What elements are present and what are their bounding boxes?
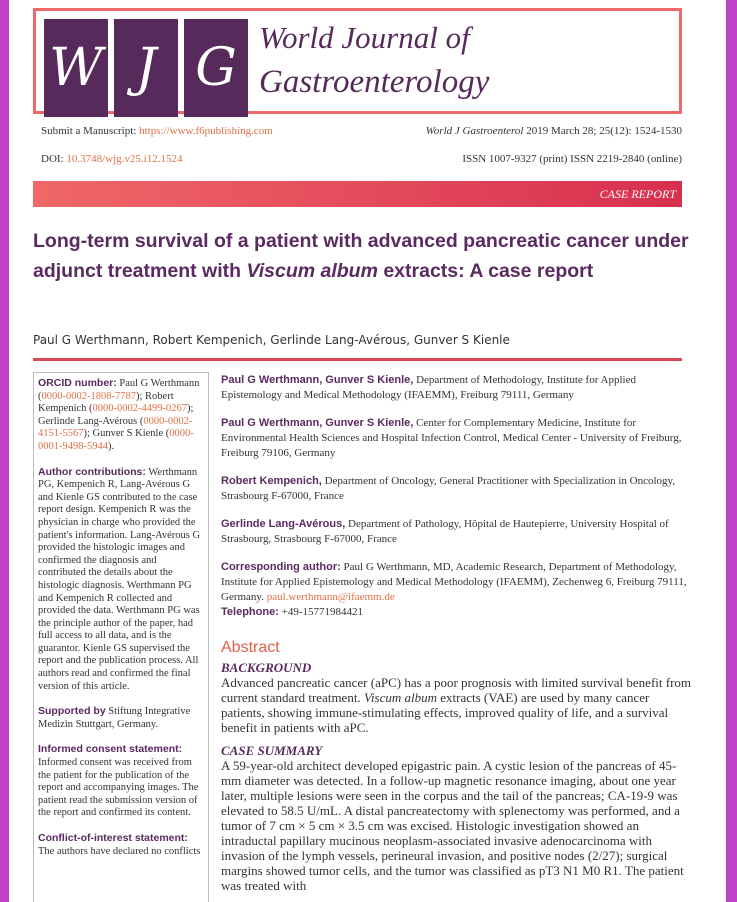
- article-type-banner: CASE REPORT: [33, 181, 682, 207]
- divider: [33, 358, 682, 361]
- abstract-heading: Abstract: [221, 639, 280, 656]
- affiliation-names: Gerlinde Lang-Avérous,: [221, 518, 346, 530]
- affiliation-names: Paul G Werthmann, Gunver S Kienle,: [221, 417, 414, 429]
- journal-name-line1: World Journal of: [259, 20, 470, 55]
- case-summary-heading: CASE SUMMARY: [221, 743, 323, 758]
- affiliation-names: Paul G Werthmann, Gunver S Kienle,: [221, 374, 414, 386]
- logo-letter-g: G: [184, 19, 248, 117]
- citation-line: [426, 125, 682, 137]
- author-list: Paul G Werthmann, Robert Kempenich, Gerlinde Lang-Avérous, Gunver S Kienle: [33, 333, 510, 347]
- sidebar-notes: [33, 372, 209, 902]
- orcid-text: ); Gerlinde Lang-Avérous (: [38, 403, 194, 427]
- article-page: [9, 0, 726, 902]
- affiliation-text: Department of Pathology, Hôpital de Hautepierre, University Hospital of Strasbourg, Strasbourg F-67000, France: [221, 518, 669, 545]
- telephone-label: Telephone:: [221, 606, 279, 618]
- orcid-text: ); Gunver S Kienle (: [83, 428, 170, 440]
- corresponding-label: Corresponding author:: [221, 561, 341, 573]
- email-link[interactable]: paul.werthmann@ifaemm.de: [266, 591, 395, 603]
- journal-name-line2: Gastroenterology: [259, 64, 490, 100]
- contributions-label: Author contributions:: [38, 465, 146, 478]
- support-block: [38, 705, 204, 731]
- submit-link[interactable]: https://www.f6publishing.com: [139, 125, 273, 137]
- affiliations: [221, 373, 691, 633]
- corresponding-author: [221, 560, 691, 605]
- affiliation-names: Robert Kempenich,: [221, 475, 322, 487]
- orcid-link[interactable]: 0000-0002-1808-7787: [41, 390, 136, 402]
- telephone-line: [221, 605, 691, 620]
- citation-journal: World J Gastroenterol: [425, 125, 524, 137]
- background-text-2: extracts (VAE) are used by many cancer patients, showing immune-stimulating effects, improved quality of life, and a survival benefit in patients with aPC.: [221, 690, 669, 735]
- abstract-body: [221, 660, 691, 901]
- background-italic: Viscum album: [363, 690, 437, 705]
- citation-detail: 2019 March 28; 25(12): 1524-1530: [526, 125, 682, 137]
- affiliation-text: Department of Oncology, General Practitioner with Specialization in Oncology, Strasbourg F-67000, France: [221, 475, 676, 502]
- orcid-text: ); Robert Kempenich (: [38, 390, 174, 415]
- conflict-block: [38, 832, 204, 858]
- contributions-text: Werthmann PG, Kempenich R, Lang-Avérous G and Kienle GS contributed to the case report design. Kempenich R was the physician in charge who provided the patient's information. Lang-Avérous G provided the histologic images and confirmed the diagnosis and contributed the details about the histologic diagnosis. Werthmann PG and Kempenich R collected and provided the data. Werthmann PG was the principle author of the paper, had full access to all data, and is the guarantor. Kienle GS supervised the report and the publication process. All authors read and confirmed the final version of this article.: [38, 466, 201, 692]
- orcid-link[interactable]: 0000-0002-4151-5567: [38, 415, 193, 440]
- conflict-text: The authors have declared no conflicts: [38, 845, 201, 857]
- case-summary-text: A 59-year-old architect developed epigastric pain. A cystic lesion of the pancreas of 45-mm diameter was detected. In a follow-up magnetic resonance imaging, about one year later, multiple lesions were seen in the corpus and the tail of the pancreas; CA-19-9 was elevated to 58.5 U/mL. A distal pancreatectomy with splenectomy was performed, and a tumor of 7 cm × 5 cm × 3.5 cm was excised. Histologic investigation showed an intraductal papillary mucinous neoplasm-associated invasive adenocarcinoma with invasion of the lymph vessels, perineural invasion, and positive nodes (2/27); surgical margins showed tumor cells, and the tumor was classified as pT3 N1 M0 R1. The patient was treated with: [221, 758, 684, 893]
- orcid-text: Paul G Werthmann (: [38, 378, 200, 402]
- affiliation-text: Department of Methodology, Institute for Applied Epistemology and Medical Methodology (IFAEMM), Freiburg 79111, Germany: [221, 374, 636, 401]
- orcid-link[interactable]: 0000-0001-9498-5944: [38, 428, 194, 452]
- doi-line: [41, 153, 182, 165]
- orcid-link[interactable]: 0000-0002-4499-0267: [92, 403, 188, 415]
- background-text: [221, 675, 691, 735]
- consent-text: Informed consent was received from the patient for the publication of the report and accompanying images. The patient read the submission version of the report and confirmed its content.: [38, 757, 199, 819]
- orcid-block: [38, 377, 204, 454]
- affiliation-item: [221, 373, 691, 403]
- corresponding-text: Paul G Werthmann, MD, Academic Research, Department of Methodology, Institute for Applied Epistemology and Medical Methodology (IFAEMM), Zechenweg 6, Freiburg 79111, Germany.: [221, 561, 687, 603]
- support-text: Stiftung Integrative Medizin Stuttgart, Germany.: [38, 706, 191, 730]
- logo-letter-w: W: [44, 19, 108, 117]
- title-text-1: Long-term survival of a patient with advanced pancreatic cancer under adjunct treatment with: [33, 230, 689, 282]
- logo-letter-j: J: [114, 19, 178, 117]
- affiliation-item: [221, 416, 691, 461]
- background-text-1: Advanced pancreatic cancer (aPC) has a poor prognosis with limited survival benefit from current standard treatment.: [221, 675, 692, 705]
- telephone-value: +49-15771984421: [278, 606, 363, 618]
- issn: ISSN 1007-9327 (print) ISSN 2219-2840 (online): [462, 153, 682, 165]
- affiliation-text: Center for Complementary Medicine, Institute for Environmental Health Sciences and Hospital Infection Control, Medical Center - University of Freiburg, Freiburg 79106, Germany: [221, 417, 682, 459]
- title-italic: Viscum album: [246, 260, 378, 282]
- contributions-block: [38, 466, 204, 694]
- consent-block: [38, 743, 204, 820]
- submit-label: Submit a Manuscript:: [41, 125, 137, 137]
- affiliation-item: [221, 517, 691, 547]
- doi-label: DOI:: [41, 153, 64, 165]
- background-heading: BACKGROUND: [221, 660, 312, 675]
- article-title: [33, 226, 693, 286]
- title-text-2: extracts: A case report: [377, 260, 594, 282]
- affiliation-item: [221, 474, 691, 504]
- support-label: Supported by: [38, 705, 106, 718]
- consent-label: Informed consent statement:: [38, 743, 183, 756]
- submit-line: [41, 125, 273, 137]
- doi-link[interactable]: 10.3748/wjg.v25.i12.1524: [66, 153, 183, 165]
- orcid-text: ).: [108, 440, 115, 452]
- conflict-label: Conflict-of-interest statement:: [38, 832, 188, 844]
- orcid-label: ORCID number:: [38, 377, 117, 389]
